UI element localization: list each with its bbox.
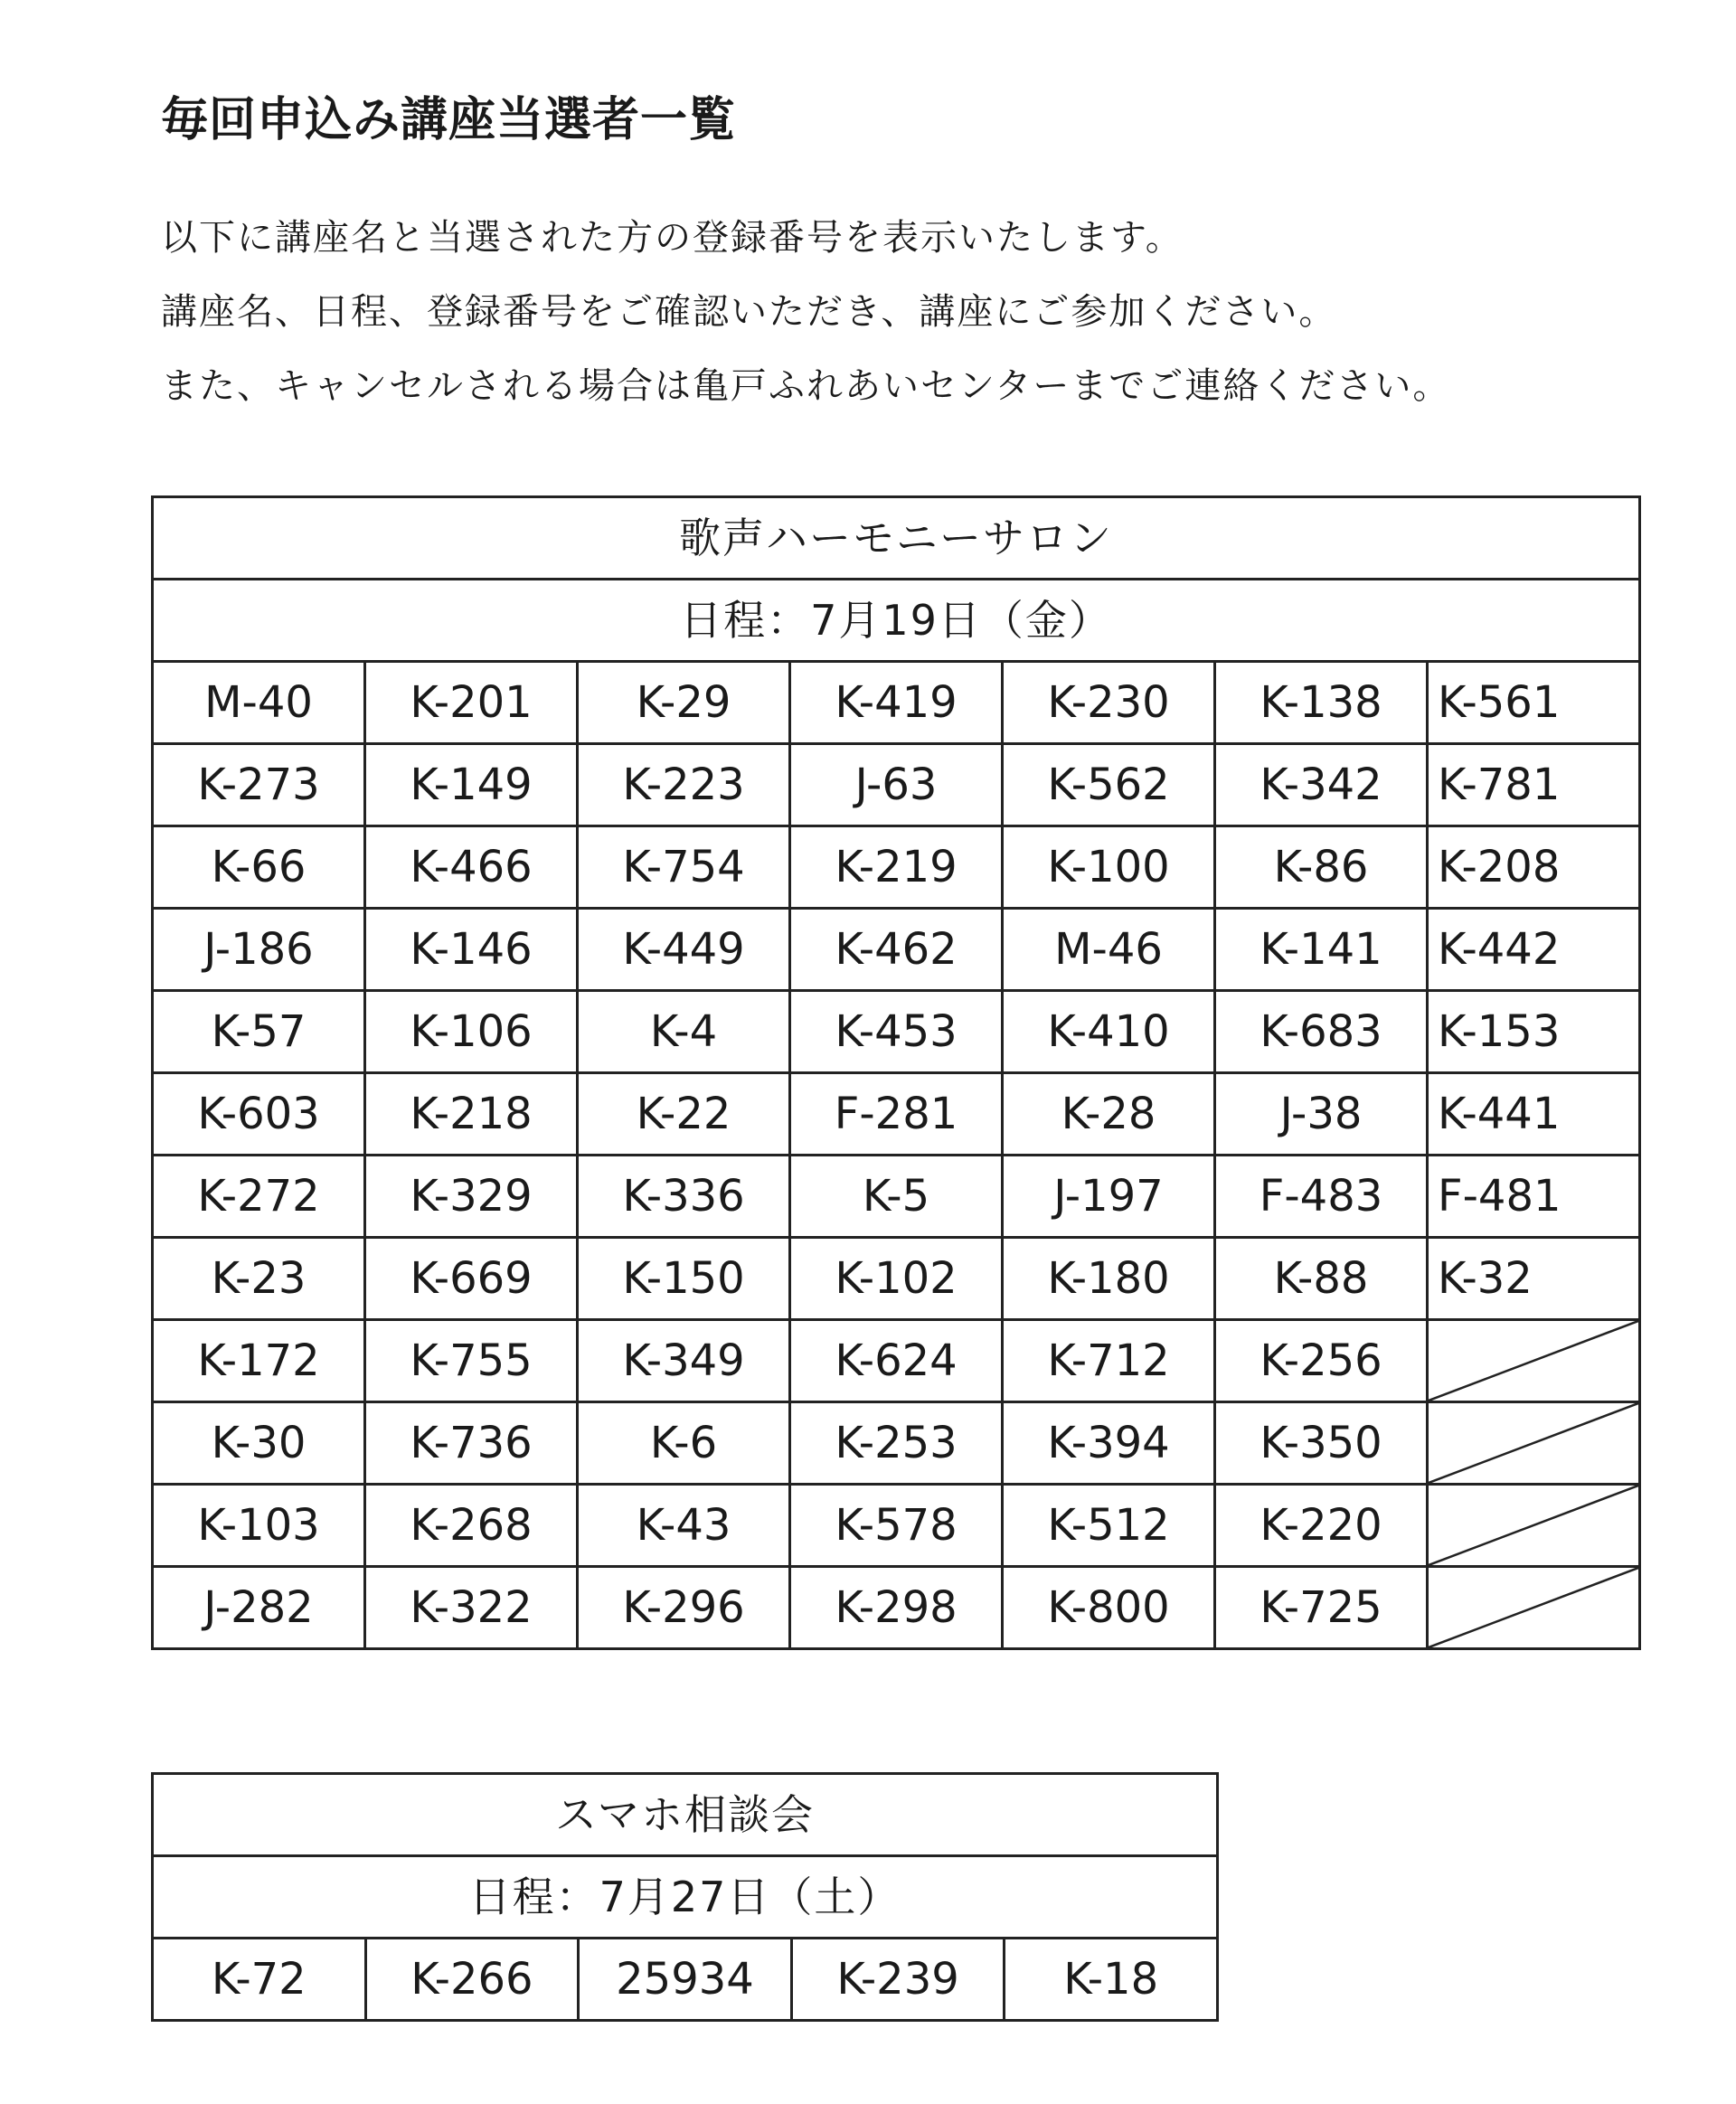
- registration-number: K-350: [1215, 1402, 1428, 1485]
- registration-number: K-219: [790, 826, 1003, 909]
- registration-number: K-266: [365, 1939, 579, 2021]
- table-row: [153, 1485, 1640, 1567]
- registration-number: 25934: [579, 1939, 792, 2021]
- registration-number: J-197: [1003, 1156, 1215, 1238]
- registration-number: K-100: [1003, 826, 1215, 909]
- registration-number: K-562: [1003, 744, 1215, 826]
- registration-number: K-442: [1428, 909, 1640, 991]
- diagonal-slash: [1429, 1486, 1638, 1565]
- registration-number: K-4: [578, 991, 790, 1073]
- registration-number: J-186: [153, 909, 365, 991]
- registration-number: J-282: [153, 1567, 365, 1649]
- registration-number: K-23: [153, 1238, 365, 1320]
- intro-text: [161, 201, 1450, 423]
- registration-number: K-5: [790, 1156, 1003, 1238]
- registration-number: K-669: [365, 1238, 578, 1320]
- empty-cell-slash: [1428, 1485, 1640, 1567]
- registration-number: K-462: [790, 909, 1003, 991]
- registration-number: K-6: [578, 1402, 790, 1485]
- registration-number: K-88: [1215, 1238, 1428, 1320]
- registration-number: K-220: [1215, 1485, 1428, 1567]
- page-title: 毎回申込み講座当選者一覧: [161, 93, 737, 147]
- registration-number: K-146: [365, 909, 578, 991]
- registration-number: K-223: [578, 744, 790, 826]
- registration-number: K-22: [578, 1073, 790, 1156]
- registration-number: K-712: [1003, 1320, 1215, 1402]
- registration-number: K-725: [1215, 1567, 1428, 1649]
- table-row: [153, 662, 1640, 744]
- winners-table-singing-salon: [151, 495, 1641, 1650]
- registration-number: K-66: [153, 826, 365, 909]
- registration-number: K-561: [1428, 662, 1640, 744]
- registration-number: K-106: [365, 991, 578, 1073]
- registration-number: K-578: [790, 1485, 1003, 1567]
- course-schedule: 日程：7月27日（土）: [153, 1856, 1218, 1939]
- intro-line: また、キャンセルされる場合は亀戸ふれあいセンターまでご連絡ください。: [161, 365, 1451, 407]
- intro-line: 以下に講座名と当選された方の登録番号を表示いたします。: [161, 217, 1184, 259]
- registration-number: K-102: [790, 1238, 1003, 1320]
- table-row: [153, 1939, 1218, 2021]
- registration-number: K-624: [790, 1320, 1003, 1402]
- registration-number: K-449: [578, 909, 790, 991]
- course-name: 歌声ハーモニーサロン: [153, 497, 1640, 580]
- table-row: [153, 1320, 1640, 1402]
- registration-number: K-150: [578, 1238, 790, 1320]
- registration-number: K-103: [153, 1485, 365, 1567]
- registration-number: K-800: [1003, 1567, 1215, 1649]
- registration-number: K-754: [578, 826, 790, 909]
- course-name: スマホ相談会: [153, 1774, 1218, 1856]
- registration-number: K-410: [1003, 991, 1215, 1073]
- registration-number: K-153: [1428, 991, 1640, 1073]
- table-row: [153, 1567, 1640, 1649]
- intro-line: 講座名、日程、登録番号をご確認いただき、講座にご参加ください。: [161, 291, 1337, 333]
- table-row: [153, 1238, 1640, 1320]
- table-row: [153, 1156, 1640, 1238]
- registration-number: K-683: [1215, 991, 1428, 1073]
- registration-number: K-736: [365, 1402, 578, 1485]
- registration-number: J-63: [790, 744, 1003, 826]
- registration-number: K-755: [365, 1320, 578, 1402]
- registration-number: K-603: [153, 1073, 365, 1156]
- registration-number: K-57: [153, 991, 365, 1073]
- registration-number: K-272: [153, 1156, 365, 1238]
- registration-number: K-273: [153, 744, 365, 826]
- winners-table-smartphone-consultation: [151, 1772, 1219, 2022]
- registration-number: K-172: [153, 1320, 365, 1402]
- registration-number: K-32: [1428, 1238, 1640, 1320]
- table-row: [153, 1073, 1640, 1156]
- registration-number: M-46: [1003, 909, 1215, 991]
- registration-number: K-296: [578, 1567, 790, 1649]
- registration-number: K-349: [578, 1320, 790, 1402]
- table-row: [153, 826, 1640, 909]
- registration-number: K-28: [1003, 1073, 1215, 1156]
- registration-number: K-138: [1215, 662, 1428, 744]
- empty-cell-slash: [1428, 1402, 1640, 1485]
- registration-number: K-453: [790, 991, 1003, 1073]
- registration-number: K-180: [1003, 1238, 1215, 1320]
- registration-number: K-239: [791, 1939, 1005, 2021]
- registration-number: K-230: [1003, 662, 1215, 744]
- registration-number: K-30: [153, 1402, 365, 1485]
- registration-number: K-253: [790, 1402, 1003, 1485]
- registration-number: K-141: [1215, 909, 1428, 991]
- registration-number: K-781: [1428, 744, 1640, 826]
- registration-number: K-208: [1428, 826, 1640, 909]
- registration-number: K-218: [365, 1073, 578, 1156]
- registration-number: K-201: [365, 662, 578, 744]
- table-row: [153, 1402, 1640, 1485]
- registration-number: F-481: [1428, 1156, 1640, 1238]
- registration-number: F-483: [1215, 1156, 1428, 1238]
- registration-number: K-394: [1003, 1402, 1215, 1485]
- registration-number: K-466: [365, 826, 578, 909]
- course-schedule: 日程：7月19日（金）: [153, 580, 1640, 662]
- registration-number: K-336: [578, 1156, 790, 1238]
- registration-number: J-38: [1215, 1073, 1428, 1156]
- registration-number: K-149: [365, 744, 578, 826]
- registration-number: K-43: [578, 1485, 790, 1567]
- registration-number: K-329: [365, 1156, 578, 1238]
- registration-number: K-441: [1428, 1073, 1640, 1156]
- registration-number: K-268: [365, 1485, 578, 1567]
- registration-number: K-322: [365, 1567, 578, 1649]
- registration-number: K-512: [1003, 1485, 1215, 1567]
- registration-number: K-342: [1215, 744, 1428, 826]
- registration-number: K-18: [1005, 1939, 1218, 2021]
- registration-number: K-72: [153, 1939, 366, 2021]
- empty-cell-slash: [1428, 1567, 1640, 1649]
- registration-number: K-256: [1215, 1320, 1428, 1402]
- registration-number: K-419: [790, 662, 1003, 744]
- diagonal-slash: [1429, 1403, 1638, 1483]
- diagonal-slash: [1429, 1568, 1638, 1647]
- diagonal-slash: [1429, 1321, 1638, 1401]
- table-row: [153, 991, 1640, 1073]
- empty-cell-slash: [1428, 1320, 1640, 1402]
- table-row: [153, 744, 1640, 826]
- registration-number: M-40: [153, 662, 365, 744]
- table-row: [153, 909, 1640, 991]
- registration-number: F-281: [790, 1073, 1003, 1156]
- registration-number: K-86: [1215, 826, 1428, 909]
- registration-number: K-29: [578, 662, 790, 744]
- registration-number: K-298: [790, 1567, 1003, 1649]
